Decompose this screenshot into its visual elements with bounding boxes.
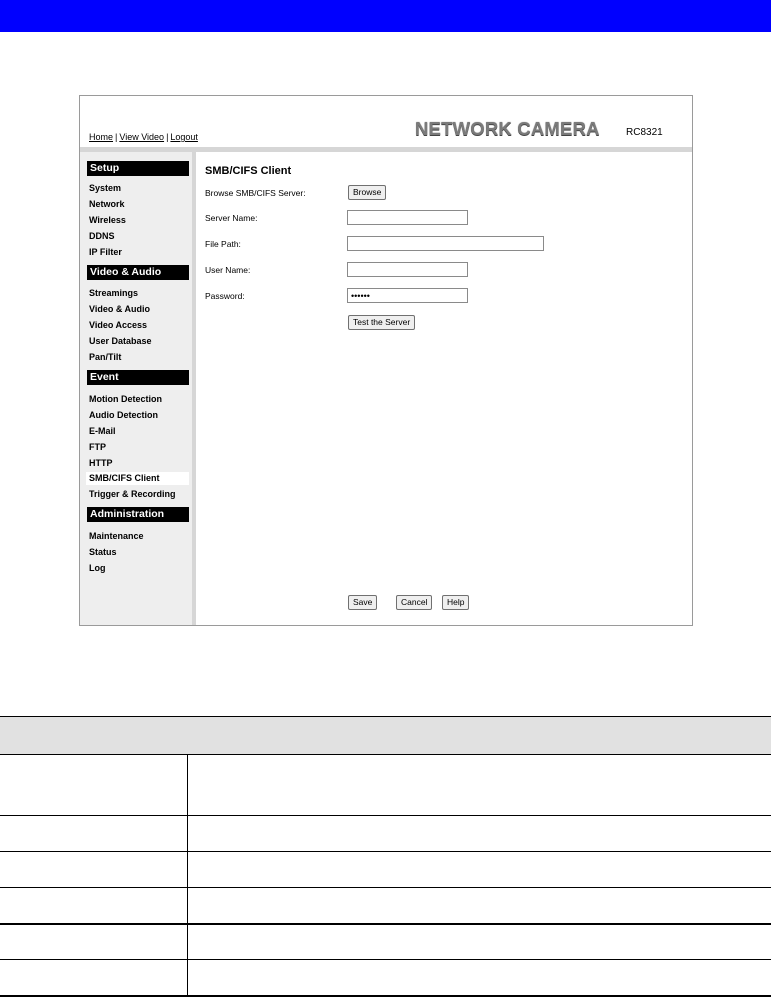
sidebar-item-motion-detection[interactable]: Motion Detection (89, 394, 162, 404)
user-name-label: User Name: (205, 265, 251, 275)
link-separator: | (166, 132, 169, 142)
table-cell (187, 888, 771, 924)
sidebar-item-status[interactable]: Status (89, 547, 117, 557)
sidebar-item-wireless[interactable]: Wireless (89, 215, 126, 225)
file-path-label: File Path: (205, 239, 241, 249)
camera-web-ui-screenshot (79, 95, 693, 626)
help-button[interactable]: Help (442, 595, 469, 610)
top-links (89, 132, 198, 142)
sidebar-item-streamings[interactable]: Streamings (89, 288, 139, 298)
table-cell (0, 755, 187, 816)
document-header-bar (0, 0, 771, 32)
sidebar-item-pan-tilt[interactable]: Pan/Tilt (89, 352, 122, 362)
sidebar-item-email[interactable]: E-Mail (89, 426, 116, 436)
logout-link[interactable]: Logout (170, 132, 198, 142)
table-cell (0, 960, 187, 996)
home-link[interactable]: Home (89, 132, 114, 142)
sidebar-item-video-audio[interactable]: Video & Audio (89, 304, 151, 314)
browse-button[interactable]: Browse (348, 185, 386, 200)
document-table (0, 716, 771, 997)
sidebar-item-maintenance[interactable]: Maintenance (89, 531, 144, 541)
table-cell (187, 755, 771, 816)
browse-server-label: Browse SMB/CIFS Server: (205, 188, 306, 198)
sidebar-item-ftp[interactable]: FTP (89, 442, 106, 452)
table-cell (0, 888, 187, 924)
table-row (0, 816, 771, 852)
network-camera-logo: NETWORK CAMERA (415, 118, 600, 139)
table-cell (187, 816, 771, 852)
table-cell (187, 924, 771, 960)
password-label: Password: (205, 291, 245, 301)
sidebar-category-setup: Setup (87, 161, 189, 176)
table-row (0, 960, 771, 996)
test-server-button[interactable]: Test the Server (348, 315, 415, 330)
sidebar-item-system[interactable]: System (89, 183, 122, 193)
sidebar (80, 152, 192, 626)
sidebar-item-trigger-recording[interactable]: Trigger & Recording (89, 489, 176, 499)
sidebar-item-http[interactable]: HTTP (89, 458, 113, 468)
sidebar-item-video-access[interactable]: Video Access (89, 320, 148, 330)
table-header-cell (0, 717, 771, 755)
page-title: SMB/CIFS Client (205, 165, 292, 177)
table-row (0, 888, 771, 924)
table-cell (187, 960, 771, 996)
sidebar-category-event: Event (87, 370, 189, 385)
sidebar-category-administration: Administration (87, 507, 189, 522)
table-row (0, 924, 771, 960)
smb-cifs-form (196, 152, 692, 626)
sidebar-item-network[interactable]: Network (89, 199, 125, 209)
table-cell (187, 852, 771, 888)
table-row (0, 755, 771, 816)
sidebar-item-audio-detection[interactable]: Audio Detection (89, 410, 158, 420)
table-cell (0, 816, 187, 852)
view-video-link[interactable]: View Video (119, 132, 165, 142)
password-input[interactable] (347, 288, 468, 303)
table-cell (0, 924, 187, 960)
table-cell (0, 852, 187, 888)
sidebar-item-log[interactable]: Log (89, 563, 106, 573)
model-number: RC8321 (626, 127, 663, 138)
sidebar-item-user-database[interactable]: User Database (89, 336, 152, 346)
server-name-input[interactable] (347, 210, 468, 225)
save-button[interactable]: Save (348, 595, 377, 610)
file-path-input[interactable] (347, 236, 544, 251)
cancel-button[interactable]: Cancel (396, 595, 432, 610)
link-separator: | (115, 132, 118, 142)
table-row (0, 852, 771, 888)
server-name-label: Server Name: (205, 213, 258, 223)
camera-header (80, 96, 692, 146)
table-header-row (0, 717, 771, 755)
sidebar-item-ip-filter[interactable]: IP Filter (89, 247, 122, 257)
sidebar-item-smb-cifs-client[interactable]: SMB/CIFS Client (86, 472, 189, 485)
user-name-input[interactable] (347, 262, 468, 277)
sidebar-category-video-audio: Video & Audio (87, 265, 189, 280)
sidebar-item-ddns[interactable]: DDNS (89, 231, 115, 241)
